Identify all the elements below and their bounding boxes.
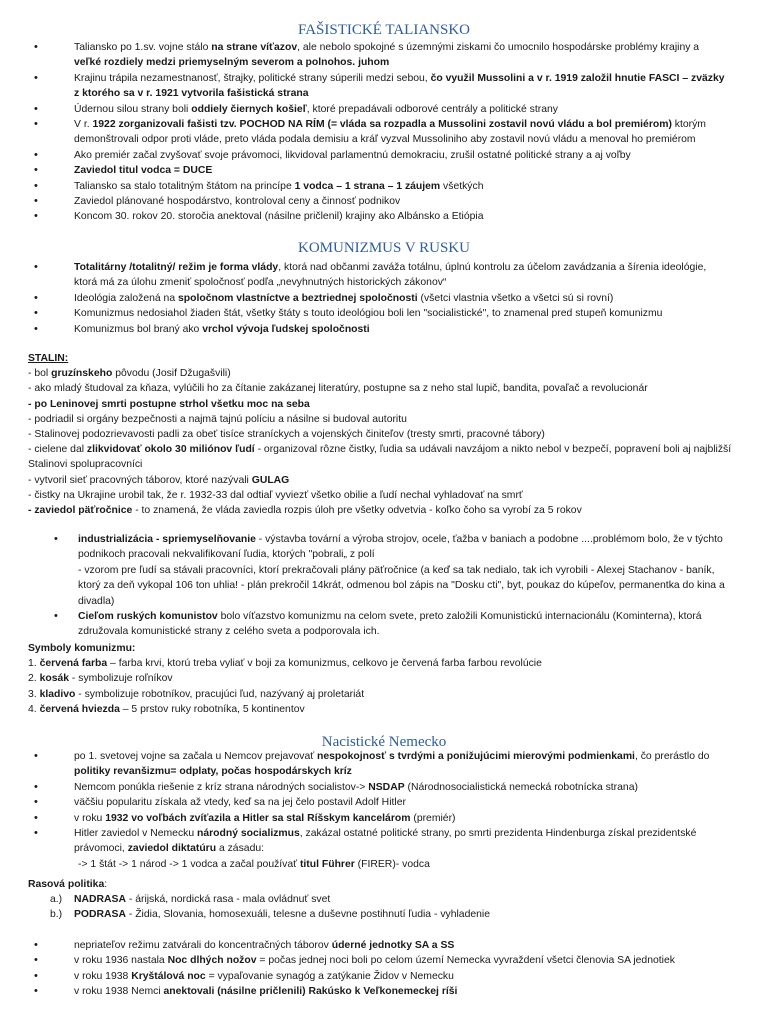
bullet-icon: • bbox=[34, 954, 38, 967]
text-line: - cielene dal zlikvidovať okolo 30 miliónov ľudí - organizoval rôzne čistky, ľudia sa udávali navzájom a nikto nebol v bezpečí, popravení boli aj najbližší Stalinovi spolupracovníci bbox=[28, 444, 732, 471]
nazism-list bbox=[0, 749, 768, 872]
stalin-heading: STALIN: bbox=[28, 353, 69, 364]
race-policy-section bbox=[28, 877, 748, 923]
section-title-communism: KOMUNIZMUS V RUSKU bbox=[298, 240, 470, 256]
text-line: - zaviedol päťročnice - to znamená, že vláda zaviedla rozpis úloh pre všetky odvetvia - koľko čoho sa vyrobí za 5 rokov bbox=[28, 505, 582, 517]
fascism-list bbox=[0, 40, 768, 225]
list-item: • Komunizmus nedosiahol žiaden štát, všetky štáty s touto ideológiou boli len "socialistické", to znamenal pred stupeň komunizmu bbox=[0, 306, 768, 321]
section-title-fascism: FAŠISTICKÉ TALIANSKO bbox=[297, 22, 470, 38]
bullet-icon: • bbox=[34, 210, 38, 223]
bullet-icon: • bbox=[34, 291, 38, 304]
bullet-icon: • bbox=[34, 102, 38, 115]
text-line: 3. kladivo - symbolizuje robotníkov, pracujúci ľud, nazývaný aj proletariát bbox=[28, 688, 365, 700]
list-item: • Nemcom ponúkla riešenie z kríz strana národných socialistov-> NSDAP (Národnosocialistická nemecká robotnícka strana) bbox=[0, 780, 768, 795]
bullet-icon: • bbox=[34, 796, 38, 809]
bullet-icon: • bbox=[34, 118, 38, 131]
text-line: - podriadil si orgány bezpečnosti a najmä tajnú políciu a násilne si budoval autoritu bbox=[28, 413, 407, 425]
list-item: • väčšiu popularitu získala až vtedy, keď sa na jej čelo postavil Adolf Hitler bbox=[0, 795, 768, 810]
list-item: • Koncom 30. rokov 20. storočia anektoval (násilne pričlenil) krajiny ako Albánsko a Etiópia bbox=[0, 209, 768, 224]
symbols-section bbox=[28, 641, 748, 717]
text-line: 2. kosák - symbolizuje roľníkov bbox=[28, 673, 173, 685]
list-item: • Komunizmus bol braný ako vrchol vývoja ľudskej spoločnosti bbox=[0, 322, 768, 337]
list-item: • Hitler zaviedol v Nemecku národný socializmus, zakázal ostatné politické strany, po smrti prezidenta Hindenburga získal prezidentské právomoci, zaviedol diktatúru a zásadu: -> 1 štát -> 1 národ -> 1 vodca a začal používať titul Führer (FIRER)- vodca bbox=[34, 827, 697, 870]
list-item: • v roku 1938 Kryštálová noc = vypaľovanie synagóg a zatýkanie Židov v Nemecku bbox=[0, 969, 768, 984]
list-item: a.) NADRASA - árijská, nordická rasa - mala ovládnuť svet bbox=[50, 894, 331, 906]
list-item: • industrializácia - spriemyselňovanie - výstavba tovární a výroba strojov, ocele, ťažba v baniach a podobne ....problémom bolo, že v týchto podnikoch pracovali nekvalifikovaní ľudia, ktorých "pobrali„ z polí - vzorom pre ľudí sa stávali pracovníci, ktorí prekračovali plány päťročnice (a keď sa tak nedialo, tak ich vyrobili - Alexej Stachanov - baník, ktorý za deň vykopal 106 ton uhlia! - plán prekročil 14krát, odmenou bol zápis na "Dosku cti", byt, poukaz do kúpeľov, permanentka do kina a divadla) bbox=[54, 533, 725, 607]
text-line: 4. červená hviezda – 5 prstov ruky robotníka, 5 kontinentov bbox=[28, 703, 305, 715]
bullet-icon: • bbox=[34, 811, 38, 824]
text-line: - po Leninovej smrti postupne strhol všetku moc na seba bbox=[28, 398, 310, 410]
text-line: - Stalinovej podozrievavosti padli za obeť tisíce straníckych a vojenských činiteľov (tresty smrti, pracovné tábory) bbox=[28, 429, 545, 441]
list-item: • po 1. svetovej vojne sa začala u Nemcov prejavovať nespokojnosť s tvrdými a ponižujúcimi mierovými podmienkami, čo prerástlo do politiky revanšizmu= odplaty, počas hospodárskych kríz bbox=[34, 750, 710, 778]
race-heading: Rasová politika: bbox=[28, 879, 108, 890]
list-item: • v roku 1932 vo voľbách zvíťazila a Hitler sa stal Ríšskym kancelárom (premiér) bbox=[0, 811, 768, 826]
bullet-icon: • bbox=[34, 939, 38, 951]
symbols-heading: Symboly komunizmu: bbox=[28, 643, 136, 654]
list-item: • V r. 1922 zorganizovali fašisti tzv. POCHOD NA RÍM (= vláda sa rozpadla a Mussolini zostavil novú vládu a bol premiérom) ktorým demonštrovali odpor proti vláde, preto vláda podala demisiu a kráľ vyzval Mussoliniho aby zostavil novú vládu a menoval ho premiérom bbox=[34, 118, 706, 146]
text-line: - ako mladý študoval za kňaza, vylúčili ho za čítanie zakázanej literatúry, postupne sa z neho stal lupič, bandita, povaľač a revolucionár bbox=[28, 383, 648, 395]
bullet-icon: • bbox=[34, 780, 38, 793]
bullet-icon: • bbox=[34, 41, 38, 53]
bullet-icon: • bbox=[34, 179, 38, 192]
list-item: • v roku 1938 Nemci anektovali (násilne pričlenili) Rakúsko k Veľkonemeckej ríši bbox=[0, 984, 768, 999]
list-item: • Zaviedol titul vodca = DUCE bbox=[0, 163, 768, 178]
text-line: - bol gruzínskeho pôvodu (Josif Džugašvili) bbox=[28, 368, 231, 380]
list-item: • Ako premiér začal zvyšovať svoje právomoci, likvidoval parlamentnú demokraciu, zrušil ostatné politické strany a aj voľby bbox=[0, 148, 768, 163]
bullet-icon: • bbox=[34, 71, 38, 84]
text-line: - vytvoril sieť pracovných táborov, ktoré nazývali GULAG bbox=[28, 474, 290, 486]
bullet-icon: • bbox=[54, 533, 58, 545]
bullet-icon: • bbox=[34, 969, 38, 982]
list-item: • Totalitárny /totalitný/ režim je forma vlády, ktorá nad občanmi zaváža totálnu, úplnú kontrolu za účelom zavádzania a šírenia ideológie, ktorá má za úlohu zmeniť spoločnosť podľa „nevyhnutných historických zákonov“ bbox=[34, 261, 707, 289]
communism-list bbox=[0, 260, 768, 337]
list-item: • Taliansko sa stalo totalitným štátom na princípe 1 vodca – 1 strana – 1 záujem všetkých bbox=[0, 179, 768, 194]
list-item: • Údernou silou strany boli oddiely čiernych košieľ, ktoré prepadávali odborové centrály a politické strany bbox=[0, 102, 768, 117]
list-item: • Cieľom ruských komunistov bolo víťazstvo komunizmu na celom svete, preto založili Komunistickú internacionálu (Kominterna), ktorá združovala komunistické strany z celého sveta a podporovala ich. bbox=[54, 610, 702, 638]
list-item: • Krajinu trápila nezamestnanosť, štrajky, politické strany súperili medzi sebou, čo využil Mussolini a v r. 1919 založil hnutie FASCI – zväzky z ktorého sa v r. 1921 vytvorila fašistická strana bbox=[34, 71, 725, 100]
list-item: b.) PODRASA - Židia, Slovania, homosexuáli, telesne a duševne postihnutí ľudia - vyhladenie bbox=[50, 909, 491, 921]
bullet-icon: • bbox=[34, 827, 38, 840]
bullet-icon: • bbox=[34, 750, 38, 762]
bullet-icon: • bbox=[34, 148, 38, 161]
list-item: • Taliansko po 1.sv. vojne stálo na strane víťazov, ale nebolo spokojné s územnými ziskami čo umocnilo hospodárske problémy krajiny a veľké rozdiely medzi priemyselným severom a polnohos. juhom bbox=[34, 41, 700, 69]
text-line: - čistky na Ukrajine urobil tak, že r. 1932-33 dal odtiaľ vyviezť všetko obilie a ľudí nechal vyhladovať na smrť bbox=[28, 489, 523, 501]
bullet-icon: • bbox=[34, 322, 38, 335]
bullet-icon: • bbox=[34, 261, 38, 273]
nazism-list-2 bbox=[0, 938, 768, 1000]
bullet-icon: • bbox=[34, 307, 38, 320]
list-item: • Ideológia založená na spoločnom vlastníctve a beztriednej spoločnosti (všetci vlastnia všetko a všetci sú si rovní) bbox=[0, 291, 768, 306]
list-item: • nepriateľov režimu zatvárali do koncentračných táborov úderné jednotky SA a SS bbox=[0, 938, 768, 953]
list-item: • v roku 1936 nastala Noc dlhých nožov = počas jednej noci boli po celom území Nemecka vyvraždení všetci členovia SA jednotiek bbox=[0, 953, 768, 968]
section-title-nazism: Nacistické Nemecko bbox=[321, 734, 447, 750]
bullet-icon: • bbox=[34, 164, 38, 177]
bullet-icon: • bbox=[34, 985, 38, 998]
text-line: 1. červená farba – farba krvi, ktorú treba vyliať v boji za komunizmus, celkovo je červená farba farbou revolúcie bbox=[28, 658, 542, 670]
industry-list bbox=[0, 532, 768, 640]
stalin-section bbox=[28, 351, 748, 518]
bullet-icon: • bbox=[34, 195, 38, 208]
bullet-icon: • bbox=[54, 610, 58, 623]
list-item: • Zaviedol plánované hospodárstvo, kontroloval ceny a činnosť podnikov bbox=[0, 194, 768, 209]
